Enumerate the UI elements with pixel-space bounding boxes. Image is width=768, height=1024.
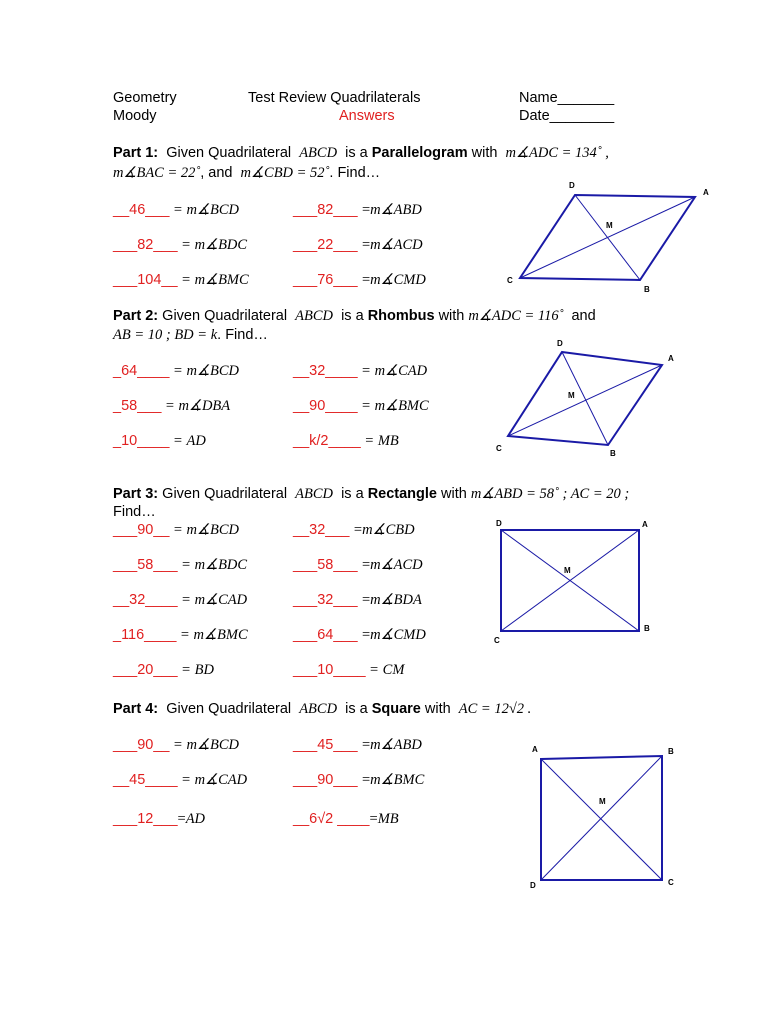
rectangle-figure [490,515,660,645]
part1-label: Part 1: [113,145,159,161]
equals: = [361,737,371,753]
answer-expression: m∡BDC [194,557,248,573]
answer-expression: m∡BCD [186,363,240,379]
answer-blank: __32____ [113,592,178,608]
part2-answer-1 [113,362,239,380]
midpoint-m-label: M [568,391,575,400]
equals: = [165,398,175,414]
answer-blank: __32____ [293,363,358,379]
part2-shape: Rhombus [367,308,435,324]
equals: = [177,811,186,827]
part3-label: Part 3: [113,486,159,502]
vertex-d-label: D [557,339,563,348]
answer-blank: ___58___ [113,557,178,573]
answer-blank: ___58___ [293,557,358,573]
answer-expression: m∡BMC [194,272,249,288]
vertex-c-label: C [494,636,500,645]
part4-cond1: AC = 12√2 . [458,701,532,717]
part4-intro: Given Quadrilateral [166,701,292,717]
answer-expression: m∡CAD [194,592,248,608]
part2-statement-line2 [113,327,268,344]
part2-cond1: m∡ADC = 116˚ [468,308,564,324]
answer-expression: m∡CMD [370,627,426,643]
answer-expression: MB [377,811,399,827]
answer-blank: ___104__ [113,272,178,288]
part1-find: . Find… [329,165,381,181]
equals: = [173,363,183,379]
answer-expression: m∡ACD [370,237,423,253]
answer-blank: __6√2 ____ [293,811,370,827]
part1-answer-2 [293,201,422,219]
equals: = [173,433,183,449]
answer-expression: m∡CAD [194,772,248,788]
answer-blank: ___32___ [293,592,358,608]
answer-expression: m∡CAD [374,363,428,379]
equals: = [181,557,191,573]
answer-expression: m∡BCD [186,202,240,218]
part4-with: with [424,701,451,717]
answer-expression: m∡BMC [193,627,248,643]
answer-blank: ___12___ [113,811,178,827]
part4-is-a: is a [345,701,368,717]
part3-answer-8 [293,626,426,644]
vertex-d-label: D [496,519,502,528]
part3-statement-line1 [113,486,629,503]
part2-figure-name: ABCD [295,308,334,324]
part2-statement-line1 [113,308,596,325]
part2-answer-6 [293,432,399,450]
part3-answer-1 [113,521,239,539]
part3-answer-5 [113,591,247,609]
vertex-c-label: C [668,878,674,887]
part1-cond1: m∡ADC = 134˚ , [505,145,609,161]
answer-blank: _64____ [113,363,170,379]
parallelogram-figure [500,175,720,300]
answer-blank: ___64___ [293,627,358,643]
part1-with: with [471,145,498,161]
equals: = [361,627,371,643]
part1-is-a: is a [345,145,368,161]
part1-intro: Given Quadrilateral [166,145,292,161]
equals: = [361,772,371,788]
part3-with: with [441,486,467,502]
part1-answer-5 [113,271,249,289]
part4-label: Part 4: [113,701,159,717]
equals: = [370,662,379,678]
part2-answer-4 [293,397,429,415]
part2-find: . Find… [217,327,268,343]
equals: = [361,237,371,253]
answer-blank: __90____ [293,398,358,414]
page-title: Test Review Quadrilaterals [248,90,421,106]
equals: = [361,398,371,414]
answer-expression: m∡ACD [370,557,423,573]
part4-answer-4 [293,771,424,789]
answer-blank: ___22___ [293,237,358,253]
answer-blank: ___20___ [113,662,178,678]
answer-expression: AD [186,433,206,449]
answer-expression: m∡CMD [370,272,426,288]
answer-expression: m∡ABD [370,737,422,753]
answer-blank: _10____ [113,433,170,449]
answer-blank: ___76___ [293,272,358,288]
midpoint-m-label: M [606,221,613,230]
part3-figure-name: ABCD [295,486,334,502]
page-subtitle: Answers [339,108,395,124]
part3-shape: Rectangle [367,486,437,502]
part2-and: and [571,308,596,324]
equals: = [361,557,371,573]
answer-expression: m∡BDA [370,592,422,608]
vertex-b-label: B [610,449,616,458]
part3-answer-10 [293,661,404,679]
equals: = [173,737,183,753]
part1-answer-1 [113,201,239,219]
rhombus-figure [490,335,690,465]
equals: = [181,592,191,608]
part1-answer-6 [293,271,426,289]
answer-blank: __45____ [113,772,178,788]
part3-find: Find… [113,504,156,520]
part4-shape: Square [371,701,421,717]
answer-blank: ___82___ [293,202,358,218]
vertex-a-label: A [532,745,538,754]
equals: = [369,811,378,827]
part2-answer-3 [113,397,230,415]
date-field: Date________ [519,108,615,124]
part1-and: , and [200,165,233,181]
answer-blank: __k/2____ [293,433,361,449]
answer-expression: BD [194,662,214,678]
part2-with: with [438,308,465,324]
vertex-a-label: A [703,188,709,197]
vertex-b-label: B [644,285,650,294]
part1-cond2: m∡BAC = 22˚ [113,165,201,181]
part4-answer-5 [113,810,205,828]
part3-answer-9 [113,661,214,679]
part3-answer-2 [293,521,415,539]
equals: = [361,272,371,288]
square-figure [525,740,690,895]
part3-answer-7 [113,626,248,644]
answer-expression: m∡BCD [186,737,240,753]
equals: = [180,627,190,643]
answer-blank: ___10____ [293,662,366,678]
part1-figure-name: ABCD [299,145,338,161]
answer-expression: m∡CBD [362,522,415,538]
part3-answer-3 [113,556,247,574]
vertex-d-label: D [569,181,575,190]
part2-answer-5 [113,432,206,450]
answer-blank: __32___ [293,522,350,538]
vertex-d-label: D [530,881,536,890]
part3-intro: Given Quadrilateral [162,486,288,502]
answer-expression: m∡BCD [186,522,240,538]
diagonal-bd [575,195,640,280]
part2-is-a: is a [341,308,364,324]
vertex-a-label: A [642,520,648,529]
answer-expression: m∡BMC [374,398,429,414]
part2-intro: Given Quadrilateral [162,308,288,324]
equals: = [361,363,371,379]
answer-expression: MB [377,433,399,449]
equals: = [365,433,374,449]
equals: = [181,662,191,678]
part1-answer-4 [293,236,423,254]
equals: = [173,202,183,218]
part2-label: Part 2: [113,308,159,324]
part4-answer-3 [113,771,247,789]
answer-blank: ___82___ [113,237,178,253]
vertex-b-label: B [668,747,674,756]
equals: = [353,522,363,538]
part1-shape: Parallelogram [371,145,468,161]
part2-cond2: AB = 10 ; BD = k [113,327,218,343]
course-name: Geometry [113,90,177,106]
answer-blank: ___90___ [293,772,358,788]
part1-statement-line2 [113,165,380,182]
part3-cond1: m∡ABD = 58˚ ; AC = 20 ; [470,486,630,502]
equals: = [361,592,371,608]
answer-expression: AD [185,811,206,827]
vertex-c-label: C [507,276,513,285]
equals: = [361,202,371,218]
answer-blank: _116____ [113,627,177,643]
part4-answer-1 [113,736,239,754]
part1-answer-3 [113,236,247,254]
part4-answer-6 [293,810,399,828]
part4-answer-2 [293,736,422,754]
equals: = [181,237,191,253]
vertex-a-label: A [668,354,674,363]
equals: = [173,522,183,538]
part3-is-a: is a [341,486,364,502]
name-field: Name_______ [519,90,615,106]
equals: = [181,272,191,288]
answer-expression: m∡BDC [194,237,248,253]
answer-blank: ___90__ [113,522,170,538]
answer-expression: m∡BMC [370,772,425,788]
part3-answer-4 [293,556,423,574]
equals: = [181,772,191,788]
part4-statement [113,701,531,718]
answer-blank: _58___ [113,398,162,414]
answer-expression: m∡ABD [370,202,422,218]
part4-figure-name: ABCD [299,701,338,717]
midpoint-m-label: M [599,797,606,806]
part2-answer-2 [293,362,427,380]
answer-expression: CM [382,662,405,678]
midpoint-m-label: M [564,566,571,575]
answer-blank: ___90__ [113,737,170,753]
answer-blank: ___45___ [293,737,358,753]
answer-expression: m∡DBA [178,398,231,414]
vertex-b-label: B [644,624,650,633]
answer-blank: __46___ [113,202,170,218]
vertex-c-label: C [496,444,502,453]
part1-cond3: m∡CBD = 52˚ [240,165,330,181]
teacher-name: Moody [113,108,157,124]
part1-statement-line1 [113,145,609,162]
part3-answer-6 [293,591,422,609]
